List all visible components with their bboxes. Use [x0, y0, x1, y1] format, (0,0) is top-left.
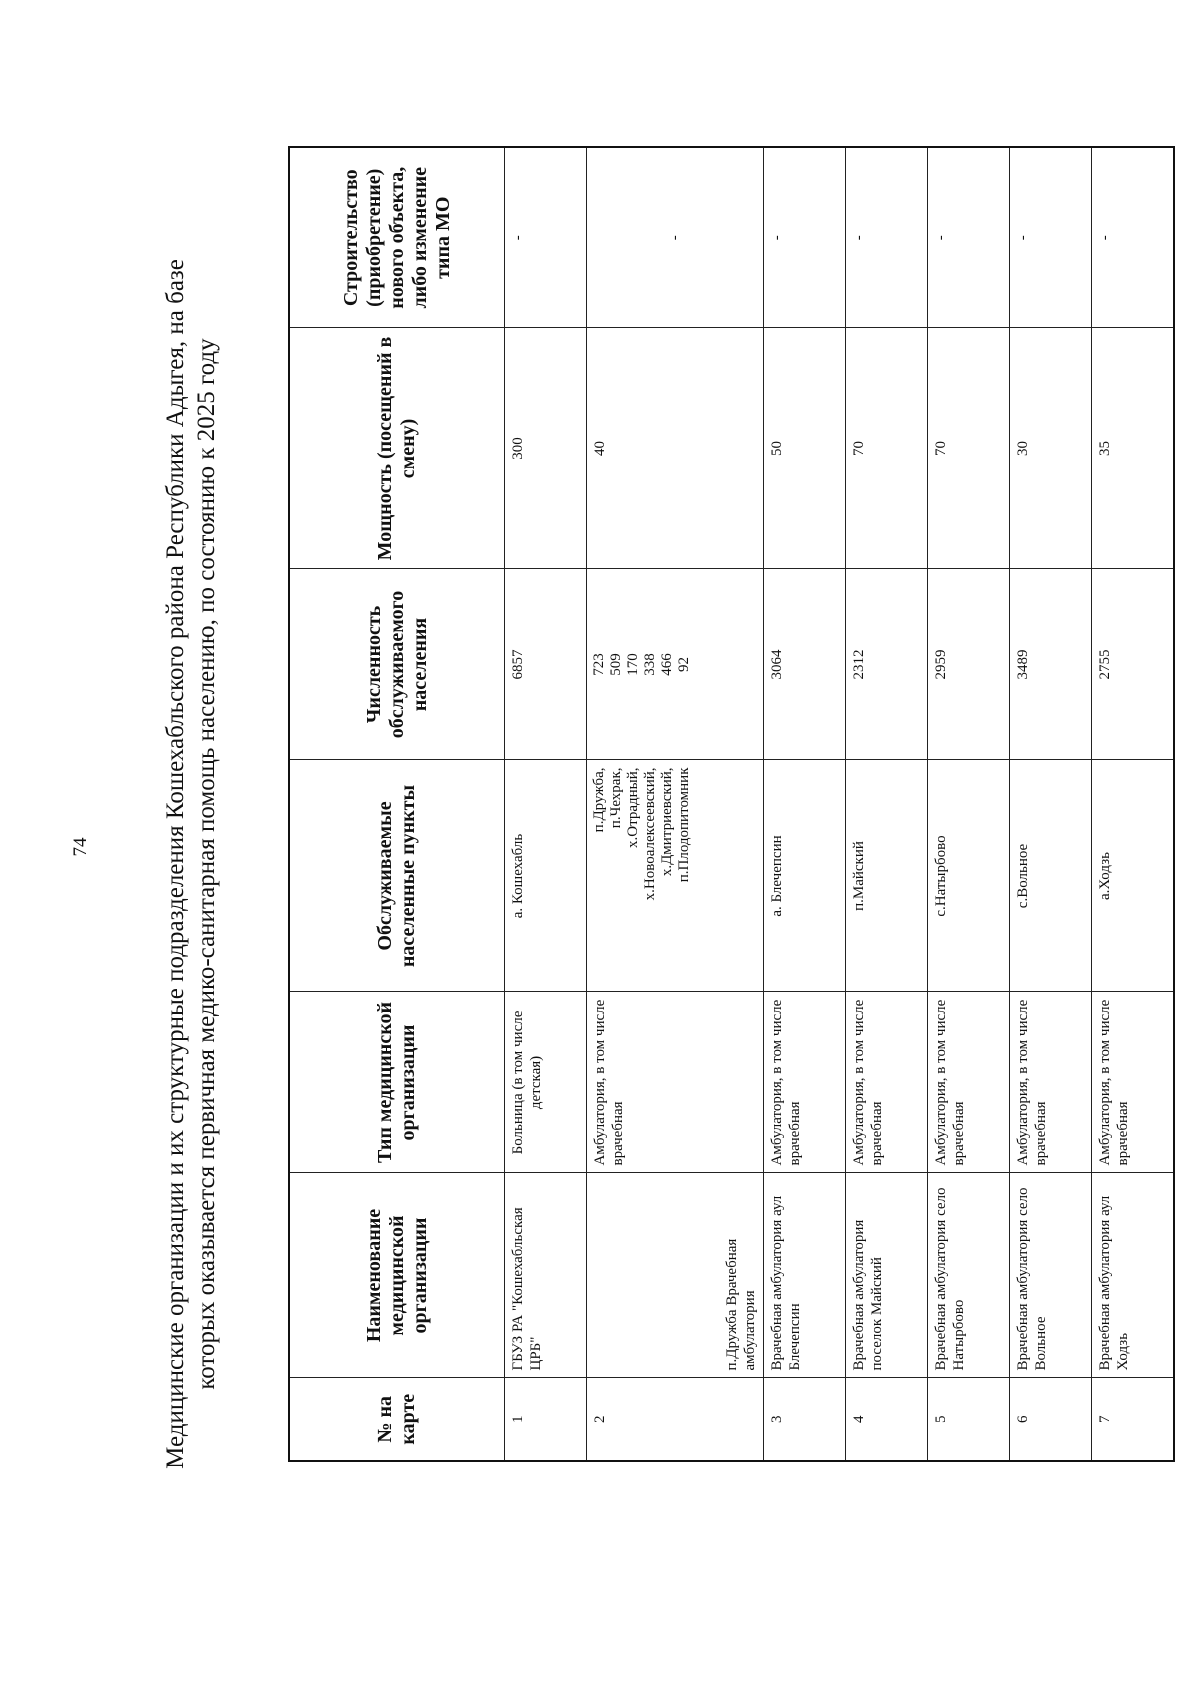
cell-places: а. Блечепсин	[764, 760, 846, 992]
cell-population: 2312	[846, 569, 928, 760]
cell-name: ГБУЗ РА "Кошехабльская ЦРБ"	[505, 1173, 587, 1378]
table-row	[505, 147, 587, 1461]
header-construction: Строительство (приобретение) нового объекта, либо изменение типа МО	[289, 147, 505, 328]
cell-places: с.Натырбово	[928, 760, 1010, 992]
cell-construction: -	[1010, 147, 1092, 328]
cell-type: Амбулатория, в том числе врачебная	[587, 992, 764, 1173]
table-row	[846, 147, 928, 1461]
population-item: 338	[642, 653, 658, 676]
population-item: 466	[659, 653, 675, 676]
title-line-1: Медицинские организации и их структурные подразделения Кошехабльского района Республики Адыгея, на базе	[162, 259, 189, 1469]
cell-name: Врачебная амбулатория село Вольное	[1010, 1173, 1092, 1378]
table-header-row	[289, 147, 505, 1461]
table-row	[587, 147, 764, 1461]
cell-num: 2	[587, 1378, 764, 1461]
cell-num: 4	[846, 1378, 928, 1461]
cell-name: Врачебная амбулатория село Натырбово	[928, 1173, 1010, 1378]
cell-construction: -	[505, 147, 587, 328]
cell-type: Амбулатория, в том числе врачебная	[928, 992, 1010, 1173]
title-line-2: которых оказывается первичная медико-санитарная помощь населению, по состоянию к 2025 году	[193, 338, 220, 1390]
population-item: 92	[676, 657, 692, 672]
cell-construction: -	[764, 147, 846, 328]
cell-places: а. Кошехабль	[505, 760, 587, 992]
cell-type: Амбулатория, в том числе врачебная	[1010, 992, 1092, 1173]
population-item: 170	[625, 653, 641, 676]
place-item: п.Дружба,	[591, 767, 607, 833]
cell-population: 6857	[505, 569, 587, 760]
cell-num: 3	[764, 1378, 846, 1461]
cell-capacity: 40	[587, 328, 764, 569]
table-row	[1010, 147, 1092, 1461]
header-num: № на карте	[289, 1378, 505, 1461]
cell-name: Врачебная амбулатория аул Блечепсин	[764, 1173, 846, 1378]
header-capacity: Мощность (посещений в смену)	[289, 328, 505, 569]
place-item: х.Новоалексеевский,	[642, 767, 658, 901]
cell-num: 1	[505, 1378, 587, 1461]
cell-name: Врачебная амбулатория поселок Майский	[846, 1173, 928, 1378]
cell-construction: -	[846, 147, 928, 328]
cell-type: Амбулатория, в том числе врачебная	[1092, 992, 1175, 1173]
cell-name: п.Дружба Врачебная амбулатория	[587, 1173, 764, 1378]
cell-capacity: 70	[928, 328, 1010, 569]
cell-capacity: 30	[1010, 328, 1092, 569]
cell-population: 2755	[1092, 569, 1175, 760]
header-name: Наименование медицинской организации	[289, 1173, 505, 1378]
cell-places	[587, 760, 764, 992]
cell-capacity: 35	[1092, 328, 1175, 569]
cell-construction: -	[928, 147, 1010, 328]
cell-num: 5	[928, 1378, 1010, 1461]
cell-name: Врачебная амбулатория аул Ходзь	[1092, 1173, 1175, 1378]
cell-num: 6	[1010, 1378, 1092, 1461]
cell-places: а.Ходзь	[1092, 760, 1175, 992]
table-row	[1092, 147, 1175, 1461]
place-item: п.Плодопитомник	[676, 767, 692, 883]
place-item: п.Чехрак,	[608, 767, 624, 829]
table-row	[764, 147, 846, 1461]
cell-population: 2959	[928, 569, 1010, 760]
cell-population	[587, 569, 764, 760]
place-item: х.Отрадный,	[625, 767, 641, 848]
medical-organizations-table	[288, 146, 1175, 1462]
document-title	[160, 154, 222, 1574]
population-item: 509	[608, 653, 624, 676]
cell-capacity: 300	[505, 328, 587, 569]
cell-num: 7	[1092, 1378, 1175, 1461]
cell-type: Больница (в том числе детская)	[505, 992, 587, 1173]
cell-type: Амбулатория, в том числе врачебная	[846, 992, 928, 1173]
cell-type: Амбулатория, в том числе врачебная	[764, 992, 846, 1173]
cell-construction: -	[587, 147, 764, 328]
cell-capacity: 50	[764, 328, 846, 569]
cell-places: с.Вольное	[1010, 760, 1092, 992]
header-type: Тип медицинской организации	[289, 992, 505, 1173]
header-places: Обслуживаемые населенные пункты	[289, 760, 505, 992]
cell-construction: -	[1092, 147, 1175, 328]
table-row	[928, 147, 1010, 1461]
header-population: Численность обслуживаемого населения	[289, 569, 505, 760]
cell-capacity: 70	[846, 328, 928, 569]
page-number: 74	[70, 837, 91, 857]
cell-places: п.Майский	[846, 760, 928, 992]
place-item: х.Дмитриевский,	[659, 767, 675, 877]
cell-population: 3064	[764, 569, 846, 760]
cell-population: 3489	[1010, 569, 1092, 760]
population-item: 723	[591, 653, 607, 676]
